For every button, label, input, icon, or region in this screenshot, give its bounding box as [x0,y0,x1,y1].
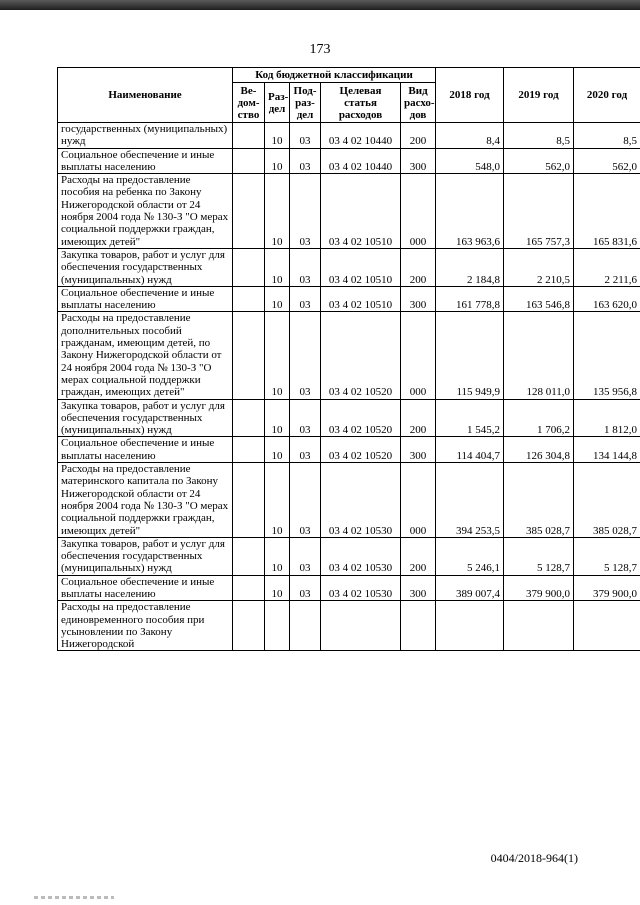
row-2019: 562,0 [504,148,574,174]
row-2018: 115 949,9 [436,312,504,399]
row-ved [233,248,265,286]
header-name: Наименование [58,68,233,123]
row-target: 03 4 02 10440 [321,123,401,149]
row-name: Социальное обеспечение и иные выплаты населению [58,575,233,601]
document-number: 0404/2018-964(1) [490,851,578,865]
row-target: 03 4 02 10530 [321,537,401,575]
scan-top-edge [0,0,640,10]
row-2020: 1 812,0 [574,399,640,437]
budget-table [57,67,640,651]
row-razdel: 10 [265,399,290,437]
row-target: 03 4 02 10530 [321,575,401,601]
row-2020: 163 620,0 [574,286,640,312]
row-2019: 2 210,5 [504,248,574,286]
row-ved [233,601,265,651]
table-row [58,174,640,249]
table-row [58,463,640,538]
row-2020: 562,0 [574,148,640,174]
row-target: 03 4 02 10520 [321,437,401,463]
header-2018: 2018 год [436,68,504,123]
row-razdel: 10 [265,463,290,538]
row-razdel: 10 [265,123,290,149]
row-podrazdel: 03 [290,437,321,463]
row-razdel: 10 [265,312,290,399]
table-header [58,68,640,123]
row-2020 [574,601,640,651]
row-podrazdel: 03 [290,286,321,312]
row-vid: 000 [401,312,436,399]
row-name: Закупка товаров, работ и услуг для обеспечения государственных (муниципальных) нужд [58,399,233,437]
row-ved [233,148,265,174]
row-target: 03 4 02 10510 [321,286,401,312]
row-target: 03 4 02 10520 [321,312,401,399]
table-row [58,575,640,601]
row-razdel: 10 [265,174,290,249]
row-target: 03 4 02 10510 [321,174,401,249]
row-razdel: 10 [265,437,290,463]
row-name: государственных (муниципальных) нужд [58,123,233,149]
row-vid: 200 [401,123,436,149]
row-2018 [436,601,504,651]
row-ved [233,537,265,575]
row-2019: 5 128,7 [504,537,574,575]
table-row [58,601,640,651]
row-ved [233,575,265,601]
row-2019 [504,601,574,651]
row-2020: 379 900,0 [574,575,640,601]
row-name: Закупка товаров, работ и услуг для обеспечения государственных (муниципальных) нужд [58,248,233,286]
row-podrazdel: 03 [290,248,321,286]
row-2019: 379 900,0 [504,575,574,601]
row-name: Расходы на предоставление единовременного пособия при усыновлении по Закону Нижегородской [58,601,233,651]
header-2019: 2019 год [504,68,574,123]
row-vid: 200 [401,399,436,437]
row-name: Закупка товаров, работ и услуг для обеспечения государственных (муниципальных) нужд [58,537,233,575]
row-2019: 126 304,8 [504,437,574,463]
row-2020: 385 028,7 [574,463,640,538]
row-razdel [265,601,290,651]
row-target [321,601,401,651]
row-ved [233,463,265,538]
row-name: Расходы на предоставление материнского капитала по Закону Нижегородской области от 24 ноября 2004 года № 130-З "О мерах социальной поддержки граждан, имеющих детей" [58,463,233,538]
row-2019: 1 706,2 [504,399,574,437]
row-target: 03 4 02 10520 [321,399,401,437]
row-2020: 165 831,6 [574,174,640,249]
table-row [58,437,640,463]
row-vid: 300 [401,575,436,601]
row-target: 03 4 02 10440 [321,148,401,174]
header-podrazdel: Под-раз-дел [290,83,321,123]
table-body [58,123,640,651]
row-podrazdel: 03 [290,399,321,437]
row-2019: 385 028,7 [504,463,574,538]
row-2018: 114 404,7 [436,437,504,463]
row-2020: 8,5 [574,123,640,149]
row-name: Социальное обеспечение и иные выплаты населению [58,437,233,463]
row-podrazdel: 03 [290,312,321,399]
row-vid: 300 [401,437,436,463]
row-name: Расходы на предоставление пособия на ребенка по Закону Нижегородской области от 24 ноября 2004 года № 130-З "О мерах социальной поддержки граждан, имеющих детей" [58,174,233,249]
row-razdel: 10 [265,248,290,286]
row-2020: 134 144,8 [574,437,640,463]
header-code-group: Код бюджетной классификации [233,68,436,83]
row-razdel: 10 [265,575,290,601]
row-2018: 163 963,6 [436,174,504,249]
row-2019: 128 011,0 [504,312,574,399]
table-row [58,399,640,437]
row-2019: 8,5 [504,123,574,149]
row-2018: 389 007,4 [436,575,504,601]
row-2020: 135 956,8 [574,312,640,399]
row-vid: 000 [401,174,436,249]
row-2018: 394 253,5 [436,463,504,538]
row-2018: 548,0 [436,148,504,174]
row-2020: 5 128,7 [574,537,640,575]
table-row [58,286,640,312]
row-ved [233,123,265,149]
row-name: Расходы на предоставление дополнительных пособий гражданам, имеющим детей, по Закону Нижегородской области от 24 ноября 2004 года № 130-З "О мерах социальной поддержки граждан, имеющих детей" [58,312,233,399]
row-2019: 163 546,8 [504,286,574,312]
row-2018: 5 246,1 [436,537,504,575]
row-ved [233,437,265,463]
row-podrazdel: 03 [290,537,321,575]
table-row [58,312,640,399]
header-vid: Вид расхо-дов [401,83,436,123]
row-podrazdel: 03 [290,463,321,538]
row-razdel: 10 [265,537,290,575]
table-row [58,537,640,575]
row-ved [233,399,265,437]
row-2019: 165 757,3 [504,174,574,249]
header-ved: Ве-дом-ство [233,83,265,123]
table-row [58,123,640,149]
row-vid: 000 [401,463,436,538]
header-target: Целевая статья расходов [321,83,401,123]
row-vid: 300 [401,286,436,312]
row-podrazdel: 03 [290,174,321,249]
row-podrazdel: 03 [290,575,321,601]
row-razdel: 10 [265,148,290,174]
table-row [58,148,640,174]
row-2020: 2 211,6 [574,248,640,286]
table-row [58,248,640,286]
row-vid [401,601,436,651]
row-2018: 8,4 [436,123,504,149]
row-vid: 200 [401,537,436,575]
row-podrazdel [290,601,321,651]
scan-bottom-mark [34,896,114,899]
row-razdel: 10 [265,286,290,312]
row-podrazdel: 03 [290,123,321,149]
row-2018: 1 545,2 [436,399,504,437]
row-podrazdel: 03 [290,148,321,174]
row-vid: 300 [401,148,436,174]
row-2018: 161 778,8 [436,286,504,312]
row-ved [233,312,265,399]
row-name: Социальное обеспечение и иные выплаты населению [58,148,233,174]
row-target: 03 4 02 10510 [321,248,401,286]
row-name: Социальное обеспечение и иные выплаты населению [58,286,233,312]
row-target: 03 4 02 10530 [321,463,401,538]
row-2018: 2 184,8 [436,248,504,286]
row-vid: 200 [401,248,436,286]
row-ved [233,286,265,312]
row-ved [233,174,265,249]
header-razdel: Раз-дел [265,83,290,123]
page-number: 173 [309,42,331,57]
header-2020: 2020 год [574,68,640,123]
